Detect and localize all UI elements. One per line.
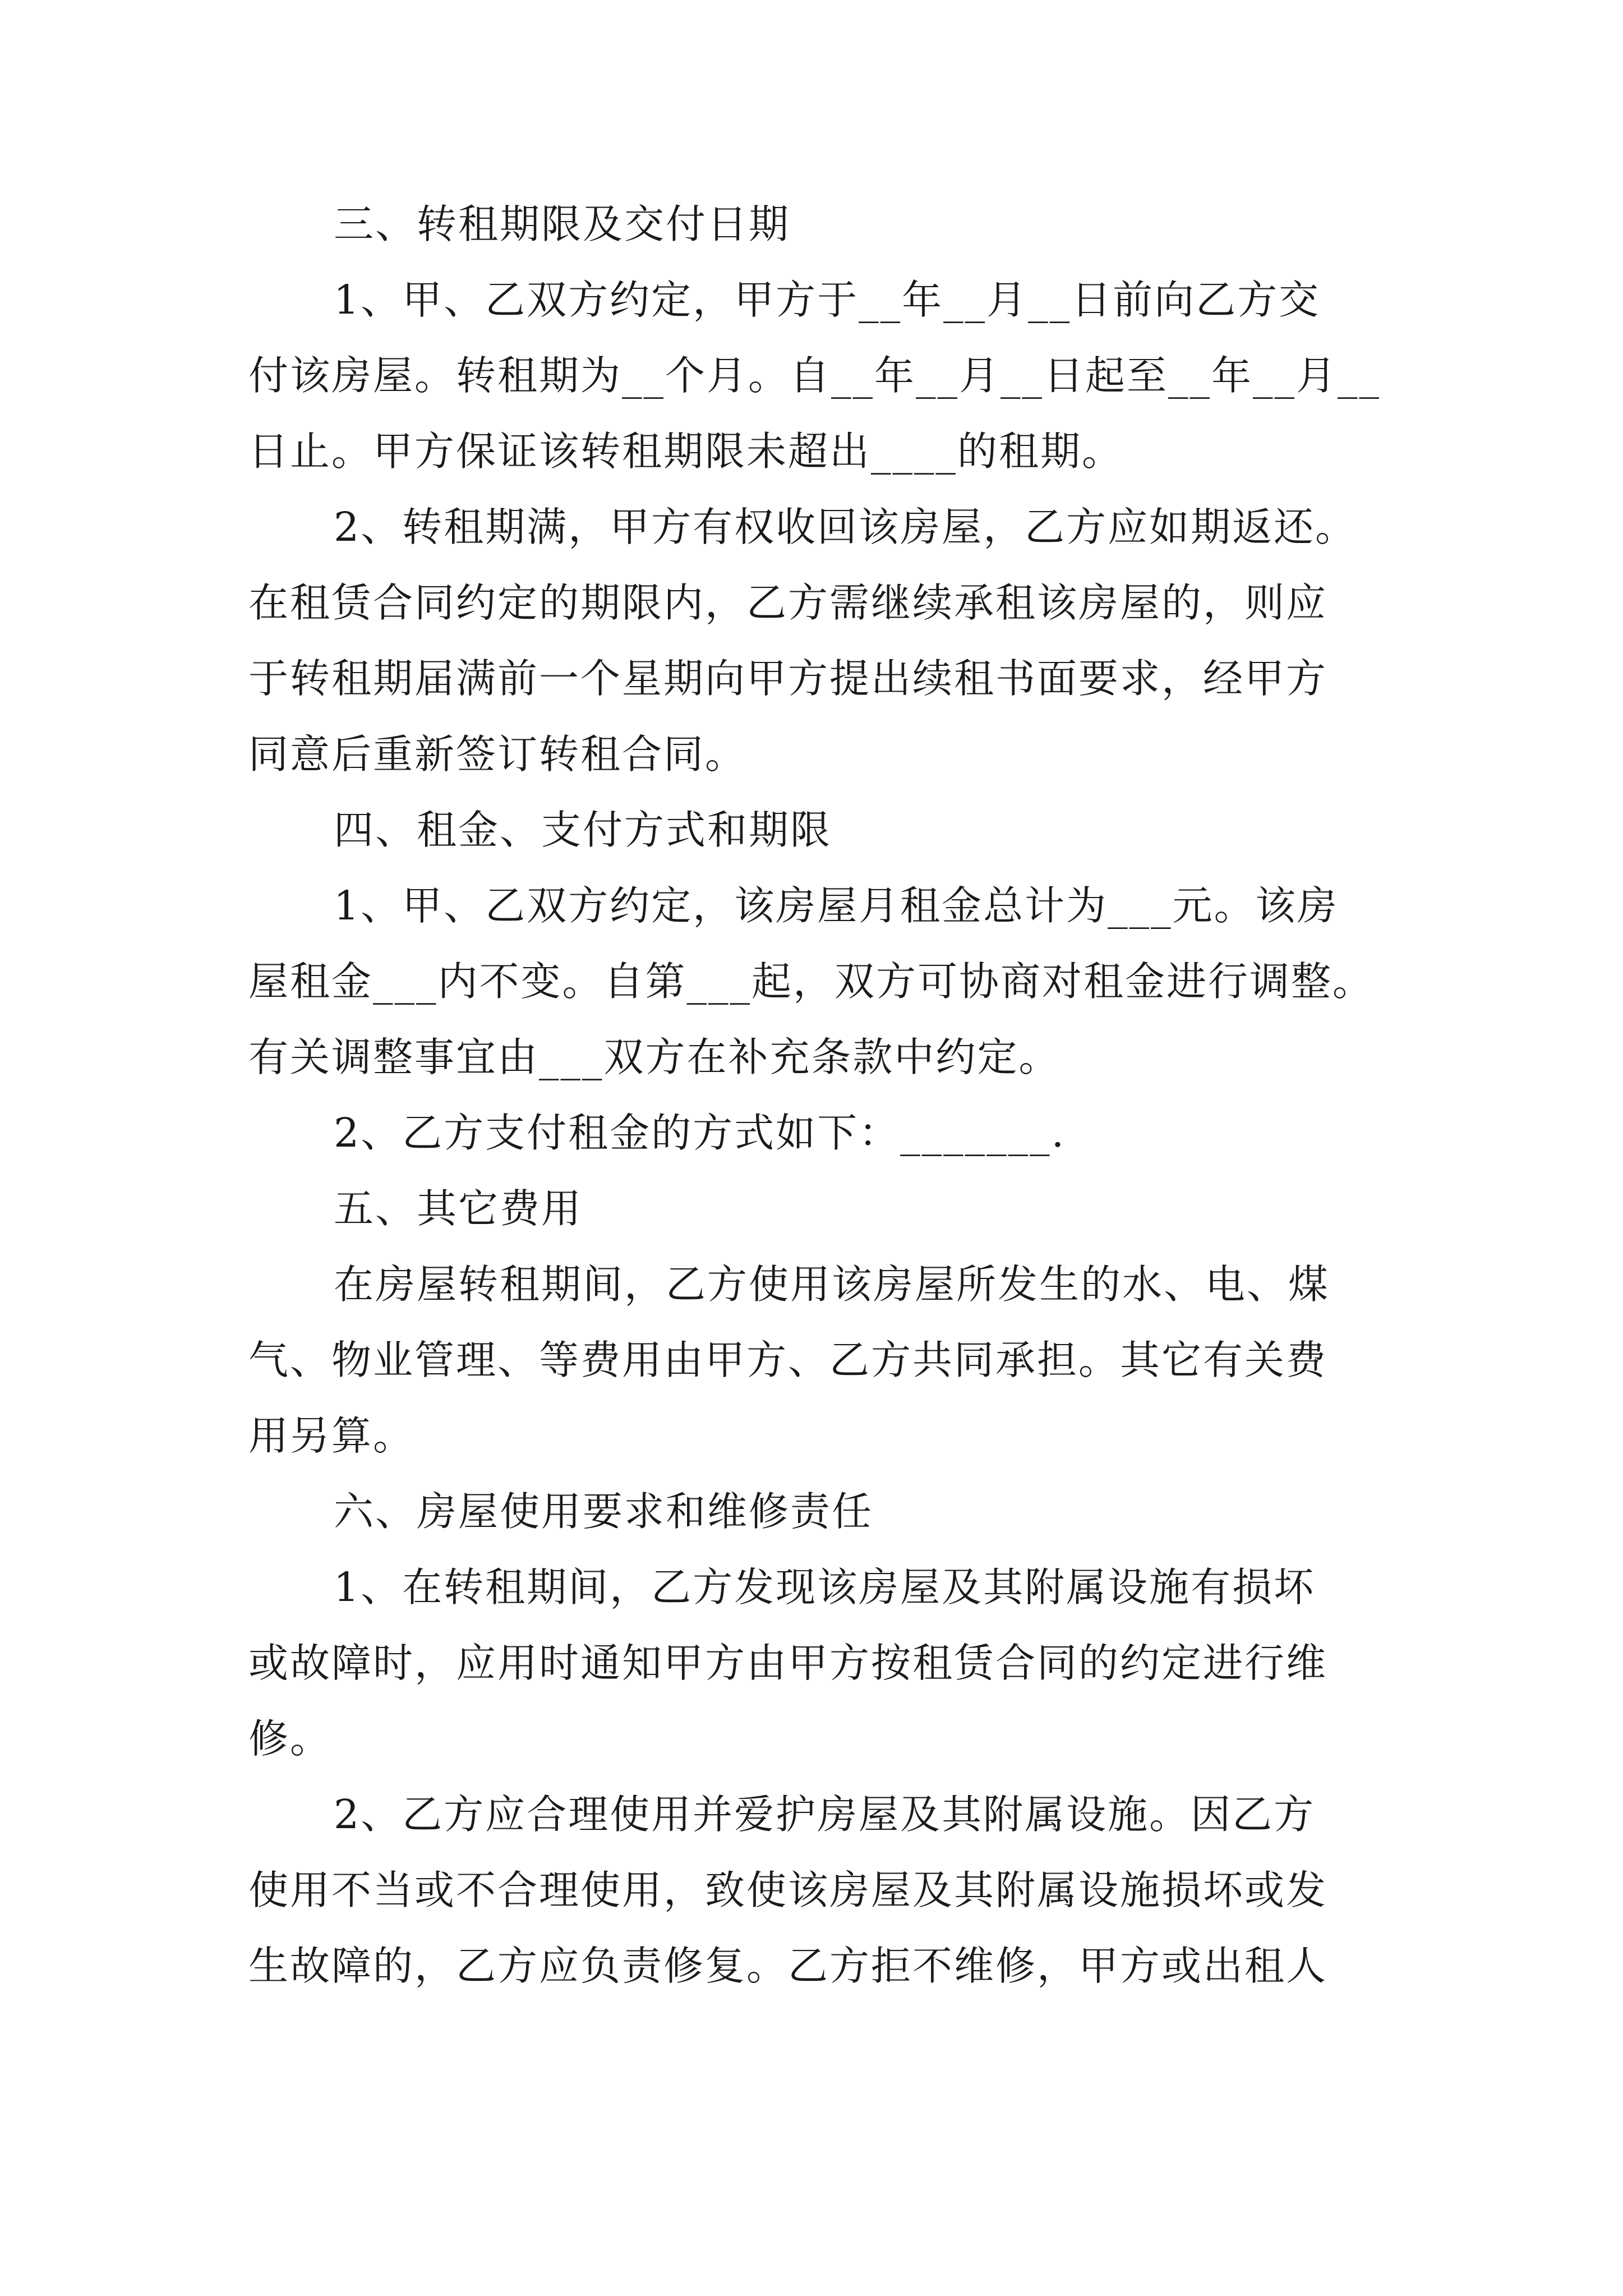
paragraph-line: 付该房屋。转租期为__个月。自__年__月__日起至__年__月__	[248, 352, 1381, 399]
paragraph-line: 在租赁合同约定的期限内，乙方需继续承租该房屋的，则应	[248, 579, 1328, 626]
paragraph-line: 在房屋转租期间，乙方使用该房屋所发生的水、电、煤	[334, 1261, 1330, 1308]
paragraph-line: 日止。甲方保证该转租期限未超出____的租期。	[248, 428, 1124, 475]
paragraph-line: 1、甲、乙双方约定，该房屋月租金总计为___元。该房	[334, 882, 1339, 929]
paragraph-line: 2、转租期满，甲方有权收回该房屋，乙方应如期返还。	[334, 504, 1357, 550]
paragraph-line: 屋租金___内不变。自第___起，双方可协商对租金进行调整。	[248, 958, 1375, 1005]
paragraph-line: 有关调整事宜由___双方在补充条款中约定。	[248, 1034, 1061, 1080]
paragraph-line: 1、在转租期间，乙方发现该房屋及其附属设施有损坏	[334, 1564, 1316, 1611]
paragraph-line: 2、乙方支付租金的方式如下：_______.	[334, 1110, 1066, 1156]
paragraph-line: 使用不当或不合理使用，致使该房屋及其附属设施损坏或发	[248, 1867, 1328, 1913]
paragraph-line: 生故障的，乙方应负责修复。乙方拒不维修，甲方或出租人	[248, 1943, 1328, 1989]
paragraph-line: 2、乙方应合理使用并爱护房屋及其附属设施。因乙方	[334, 1791, 1316, 1838]
section-heading-other-fees: 五、其它费用	[334, 1185, 583, 1232]
paragraph-line: 同意后重新签订转租合同。	[248, 731, 747, 777]
paragraph-line: 用另算。	[248, 1412, 415, 1459]
paragraph-line: 修。	[248, 1715, 332, 1762]
section-heading-term: 三、转租期限及交付日期	[334, 201, 791, 247]
paragraph-line: 于转租期届满前一个星期向甲方提出续租书面要求，经甲方	[248, 655, 1328, 702]
section-heading-rent: 四、租金、支付方式和期限	[334, 807, 832, 853]
paragraph-line: 或故障时，应用时通知甲方由甲方按租赁合同的约定进行维	[248, 1640, 1328, 1686]
section-heading-maintenance: 六、房屋使用要求和维修责任	[334, 1488, 874, 1535]
paragraph-line: 气、物业管理、等费用由甲方、乙方共同承担。其它有关费	[248, 1337, 1328, 1383]
paragraph-line: 1、甲、乙双方约定，甲方于__年__月__日前向乙方交	[334, 277, 1321, 323]
